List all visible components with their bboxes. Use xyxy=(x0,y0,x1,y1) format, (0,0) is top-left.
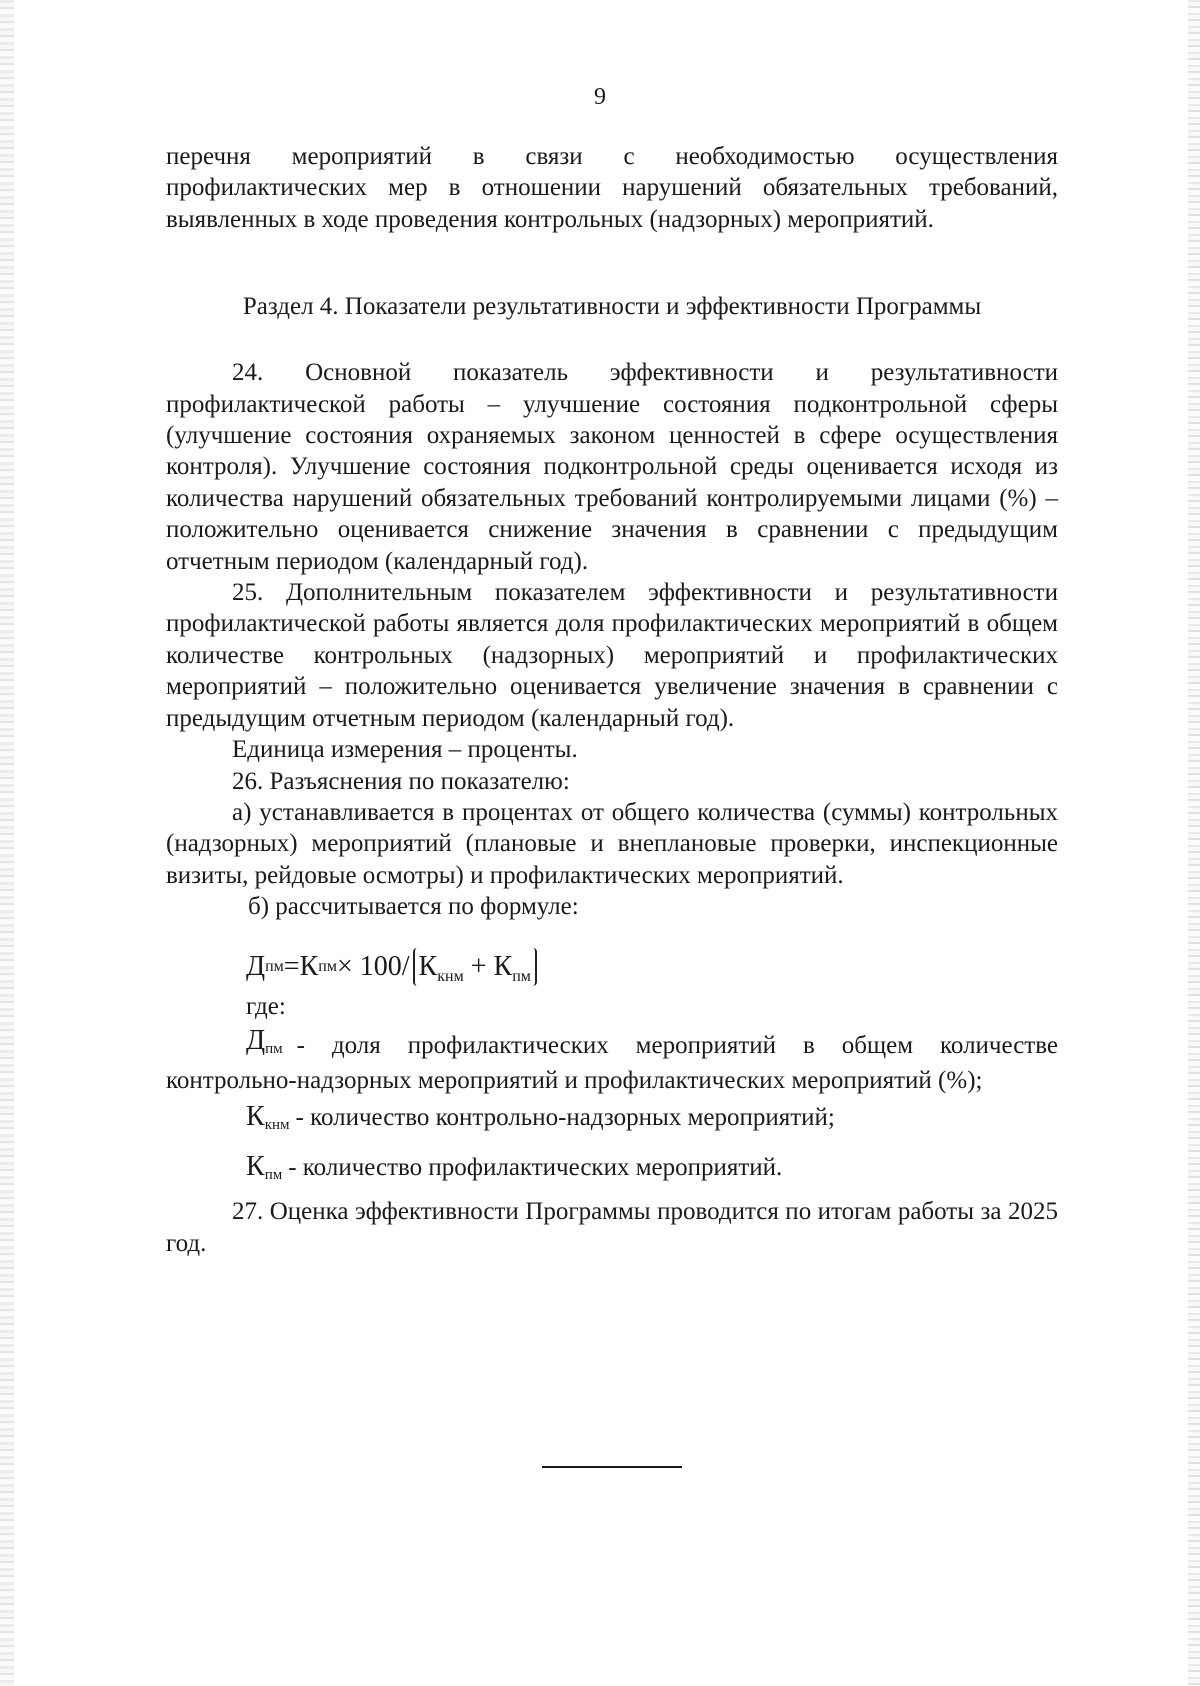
formula xyxy=(166,945,1058,989)
formula-lhs-sub: пм xyxy=(265,957,284,975)
document-body xyxy=(166,141,1058,1259)
where-label: где: xyxy=(246,992,286,1020)
unit-line: Единица измерения – проценты. xyxy=(232,736,578,764)
definition-symbol xyxy=(246,1096,290,1146)
formula-lhs: Д xyxy=(246,950,266,982)
symbol-sub: кнм xyxy=(264,1117,290,1134)
item-26-a: а) устанавливается в процентах от общего количества (суммы) контрольных (надзорных) мероприятий (плановые и внеплановые проверки, инспекционные визиты, рейдовые осмотры) и профилактических мероприятий. xyxy=(166,798,1058,889)
formula-parentheses xyxy=(413,948,537,986)
definition-kpm xyxy=(166,1146,1058,1196)
definition-text: - количество контрольно-надзорных мероприятий; xyxy=(295,1104,835,1132)
definition-dpm xyxy=(166,1025,1058,1097)
definition-text: - количество профилактических мероприятий. xyxy=(288,1154,783,1182)
formula-times-100-div: × 100/ xyxy=(336,950,410,982)
scan-edge-right xyxy=(1188,0,1200,1686)
page-number: 9 xyxy=(594,84,606,110)
item-27: 27. Оценка эффективности Программы проводится по итогам работы за 2025 год. xyxy=(166,1198,1058,1257)
symbol-letter: К xyxy=(246,1151,265,1183)
formula-k-sub: пм xyxy=(318,957,337,975)
item-26: 26. Разъяснения по показателю: xyxy=(232,767,570,795)
formula-equals: = xyxy=(283,950,300,982)
formula-k2: К xyxy=(418,950,438,982)
scan-edge-left xyxy=(0,0,14,1686)
definition-text: - доля профилактических мероприятий в общем количестве контрольно-надзорных мероприятий и профилактических мероприятий (%); xyxy=(166,1031,1058,1094)
formula-k2-sub: кнм xyxy=(437,967,464,985)
formula-k3: К xyxy=(493,950,513,982)
closing-rule xyxy=(542,1466,682,1468)
formula-k: К xyxy=(299,950,319,982)
formula-k3-sub: пм xyxy=(512,967,531,985)
formula-plus: + xyxy=(470,950,487,982)
section-title: Раздел 4. Показатели результативности и эффективности Программы xyxy=(242,293,982,321)
definition-symbol xyxy=(246,1146,282,1196)
symbol-letter: К xyxy=(246,1101,265,1133)
item-26-b: б) рассчитывается по формуле: xyxy=(248,893,579,921)
intro-paragraph: перечня мероприятий в связи с необходимостью осуществления профилактических мер в отношении нарушений обязательных требований, выявленных в ходе проведения контрольных (надзорных) мероприятий. xyxy=(166,143,1058,233)
symbol-sub: пм xyxy=(265,1040,283,1057)
definition-symbol xyxy=(246,1025,283,1065)
definition-kknm xyxy=(166,1096,1058,1146)
item-24: 24. Основной показатель эффективности и результативности профилактической работы – улучшение состояния подконтрольной сферы (улучшение состояния охраняемых законом ценностей в сфере осуществления контроля). Улучшение состояния подконтрольной среды оценивается исходя из количества нарушений обязательных требований контролируемыми лицами (%) – положительно оценивается снижение значения в сравнении с предыдущим отчетным периодом (календарный год). xyxy=(166,359,1058,575)
symbol-sub: пм xyxy=(264,1167,283,1184)
symbol-letter: Д xyxy=(246,1024,266,1056)
item-25: 25. Дополнительным показателем эффективности и результативности профилактической работы является доля профилактических мероприятий в общем количестве контрольных (надзорных) мероприятий и профилактических мероприятий – положительно оценивается увеличение значения в сравнении с предыдущим отчетным периодом (календарный год). xyxy=(166,579,1058,732)
